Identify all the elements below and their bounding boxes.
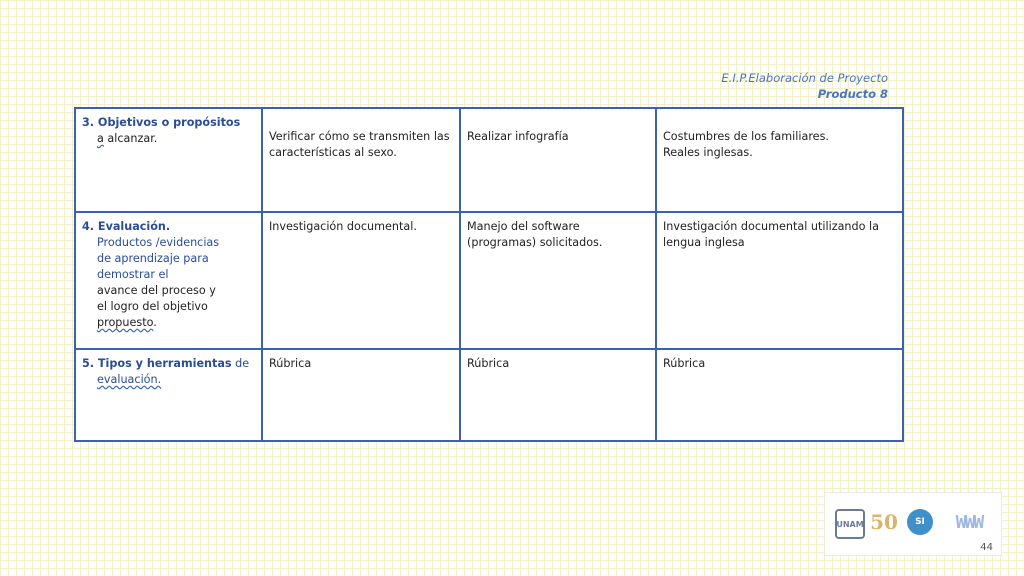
- evaluation-title: 4. Evaluación.: [82, 220, 171, 233]
- ww-logo-icon: WWW: [955, 511, 983, 533]
- cell-text: Realizar infografía: [467, 130, 569, 143]
- table-row: [75, 349, 903, 441]
- header-product-label: Producto 8: [817, 87, 888, 101]
- row-heading-evaluation: [75, 212, 262, 349]
- cell-text: Manejo del software (programas) solicitados.: [467, 220, 603, 249]
- evaluation-desc-line: de aprendizaje para: [97, 252, 209, 265]
- cell-text: Rúbrica: [269, 357, 312, 370]
- objectives-title: 3. Objetivos o propósitos: [82, 116, 241, 129]
- table-cell: [262, 349, 460, 441]
- cell-text: Rúbrica: [467, 357, 510, 370]
- evaluation-desc-line: avance del proceso y: [97, 284, 216, 297]
- evaluation-desc-line: [82, 315, 255, 331]
- tools-title-bold: 5. Tipos y herramientas: [82, 357, 232, 370]
- header-project-title: E.I.P.Elaboración de Proyecto: [721, 71, 888, 85]
- table-cell: [460, 349, 656, 441]
- si-logo-icon: SI: [907, 509, 933, 535]
- unam-logo-icon: UNAM: [835, 509, 865, 539]
- cell-text: Investigación documental utilizando la lengua inglesa: [663, 220, 879, 249]
- tools-title-rest: de: [231, 357, 250, 370]
- table-row: [75, 108, 903, 212]
- tools-title: [82, 356, 255, 372]
- row-heading-tools: [75, 349, 262, 441]
- table-cell: [656, 108, 903, 212]
- fifty-anniversary-logo-icon: 50: [870, 510, 898, 534]
- word-evaluacion: evaluación.: [97, 373, 162, 386]
- table-cell: [656, 349, 903, 441]
- cell-text: Verificar cómo se transmiten las características al sexo.: [269, 130, 450, 159]
- cell-text: Investigación documental.: [269, 220, 417, 233]
- document-header: [721, 70, 888, 102]
- table-cell: [262, 212, 460, 349]
- table-cell: [460, 212, 656, 349]
- evaluation-desc-line: demostrar el: [97, 268, 169, 281]
- evaluation-desc-line: Productos /evidencias: [97, 236, 220, 249]
- tools-title-continuation: [82, 372, 255, 388]
- objectives-title-continuation: [82, 131, 255, 147]
- word-propuesto: propuesto: [97, 316, 154, 329]
- table-cell: [262, 108, 460, 212]
- objectives-word-alcanzar: alcanzar.: [103, 132, 158, 145]
- table-cell: [656, 212, 903, 349]
- period: .: [153, 316, 157, 329]
- objectives-word-a: a: [97, 132, 104, 145]
- evaluation-desc-line: el logro del objetivo: [97, 300, 208, 313]
- project-table: [74, 107, 904, 442]
- table-cell: [460, 108, 656, 212]
- row-heading-objectives: [75, 108, 262, 212]
- table-row: [75, 212, 903, 349]
- page-number: 44: [980, 542, 993, 553]
- cell-text: Rúbrica: [663, 357, 706, 370]
- cell-text-line2: Reales inglesas.: [663, 146, 753, 159]
- cell-text-line1: Costumbres de los familiares.: [663, 130, 829, 143]
- logo-strip: [824, 492, 1002, 556]
